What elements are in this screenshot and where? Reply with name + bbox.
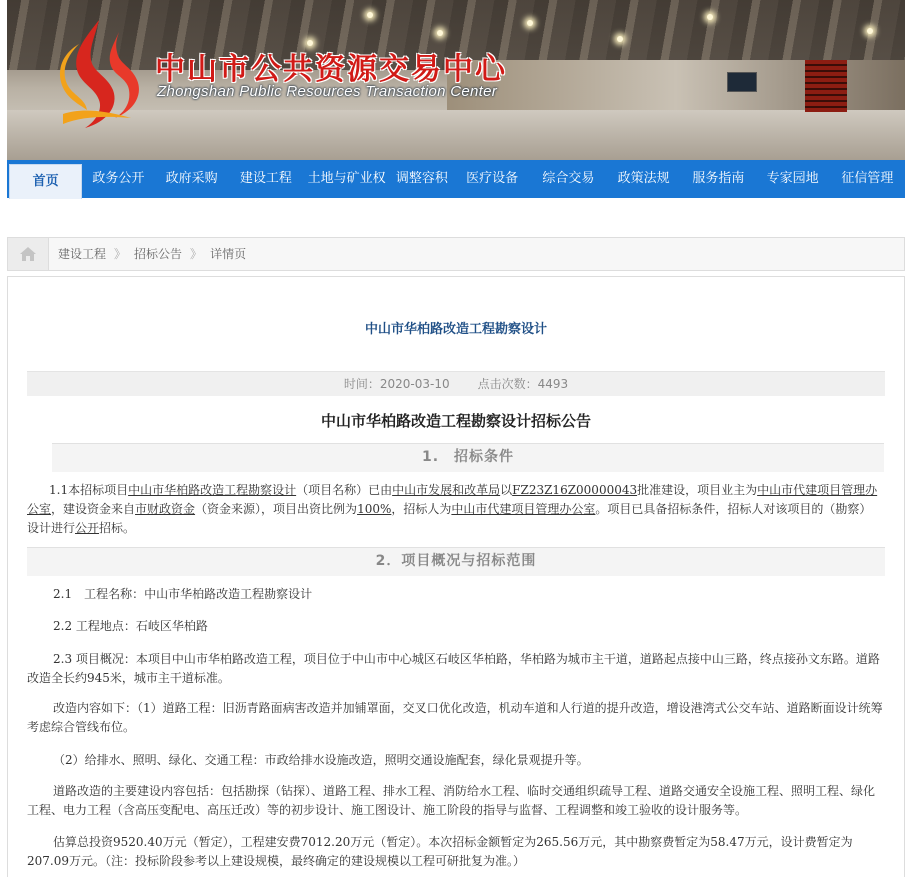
paragraph-bid-conditions: 1.1本招标项目中山市华柏路改造工程勘察设计（项目名称）已由中山市发展和改革局以FZ23Z16Z00000043批准建设，项目业主为中山市代建项目管理办公室，建设资金来自市财政资金（资金来源），项目出资比例为100%，招标人为中山市代建项目管理办公室。项目已具备招标条件，招标人对该项目的（勘察）设计进行公开招标。 xyxy=(27,483,878,535)
nav-item-comprehensive-trading[interactable]: 综合交易 xyxy=(542,171,595,186)
nav-item-government-affairs[interactable]: 政务公开 xyxy=(92,171,145,186)
header-banner xyxy=(7,0,905,160)
nav-item-service-guide[interactable]: 服务指南 xyxy=(692,171,745,186)
breadcrumb xyxy=(7,237,905,271)
banner-photo-screen xyxy=(727,72,757,92)
paragraph-project-name: 2.1 工程名称：中山市华柏路改造工程勘察设计 xyxy=(53,587,313,601)
nav-item-experts[interactable]: 专家园地 xyxy=(766,171,819,186)
paragraph-project-overview: 2.3 项目概况：本项目中山市华柏路改造工程，项目位于中山市中心城区石岐区华柏路，华柏路为城市主干道，道路起点接中山三路，终点接孙文东路。道路改造全长约945米，城市主干道标准。 xyxy=(27,652,880,685)
breadcrumb-current: 详情页 xyxy=(210,247,247,261)
section-heading: 1. 招标条件 xyxy=(52,443,884,472)
banner-photo-lamp xyxy=(367,12,373,18)
site-subtitle: Zhongshan Public Resources Transaction Center xyxy=(157,83,498,100)
banner-photo-lamp xyxy=(617,36,623,42)
breadcrumb-home[interactable] xyxy=(8,238,49,270)
banner-photo-lamp xyxy=(437,30,443,36)
paragraph-road-works: 改造内容如下：（1）道路工程：旧沥青路面病害改造并加铺罩面，交叉口优化改造，机动车道和人行道的提升改造，增设港湾式公交车站、道路断面设计统筹考虑综合管线布位。 xyxy=(27,701,883,734)
banner-photo-led-board xyxy=(805,60,847,112)
nav-item-medical-equipment[interactable]: 医疗设备 xyxy=(466,171,519,186)
main-nav xyxy=(7,160,905,198)
paragraph-investment: 估算总投资9520.40万元（暂定），工程建安费7012.20万元（暂定）。本次招标金额暂定为265.56万元，其中勘察费暂定为58.47万元，设计费暂定为207.09万元。（注：投标阶段参考以上建设规模，最终确定的建设规模以工程可研批复为准。） xyxy=(27,835,853,868)
breadcrumb-link-bid-notice[interactable]: 招标公告 xyxy=(134,247,183,261)
article-meta xyxy=(27,371,885,396)
publish-time: 时间：2020-03-10 xyxy=(343,377,450,391)
article-container xyxy=(7,276,905,877)
breadcrumb-separator: 》 xyxy=(190,247,203,261)
page-title: 中山市华柏路改造工程勘察设计 xyxy=(364,322,547,337)
notice-title: 中山市华柏路改造工程勘察设计招标公告 xyxy=(320,412,591,430)
site-title: 中山市公共资源交易中心 xyxy=(155,52,507,87)
paragraph-utilities-works: （2）给排水、照明、绿化、交通工程：市政给排水设施改造，照明交通设施配套，绿化景观提升等。 xyxy=(53,753,589,767)
banner-photo-lamp xyxy=(867,28,873,34)
paragraph-project-location: 2.2 工程地点：石岐区华柏路 xyxy=(53,619,208,633)
nav-item-government-procurement[interactable]: 政府采购 xyxy=(165,171,218,186)
nav-item-policies[interactable]: 政策法规 xyxy=(617,171,670,186)
site-logo-icon xyxy=(55,18,143,130)
nav-item-home[interactable]: 首页 xyxy=(9,164,82,199)
nav-item-land-mining[interactable]: 土地与矿业权 xyxy=(307,171,386,186)
section-heading: 2．项目概况与招标范围 xyxy=(27,547,885,576)
view-count: 点击次数：4493 xyxy=(477,377,569,391)
breadcrumb-link-construction[interactable]: 建设工程 xyxy=(58,247,107,261)
breadcrumb-separator: 》 xyxy=(114,247,127,261)
nav-item-construction[interactable]: 建设工程 xyxy=(239,171,292,186)
paragraph-main-content: 道路改造的主要建设内容包括：包括勘探（钻探）、道路工程、排水工程、消防给水工程、临时交通组织疏导工程、道路交通安全设施工程、照明工程、绿化工程、电力工程（含高压变配电、高压迁改）等的初步设计、施工图设计、施工阶段的指导与监督、工程调整和竣工验收的设计服务等。 xyxy=(27,784,876,817)
banner-photo-lamp xyxy=(527,20,533,26)
home-icon xyxy=(8,238,48,270)
nav-item-credit[interactable]: 征信管理 xyxy=(841,171,894,186)
banner-photo-lamp xyxy=(707,14,713,20)
nav-item-plot-ratio[interactable]: 调整容积 xyxy=(395,171,448,186)
